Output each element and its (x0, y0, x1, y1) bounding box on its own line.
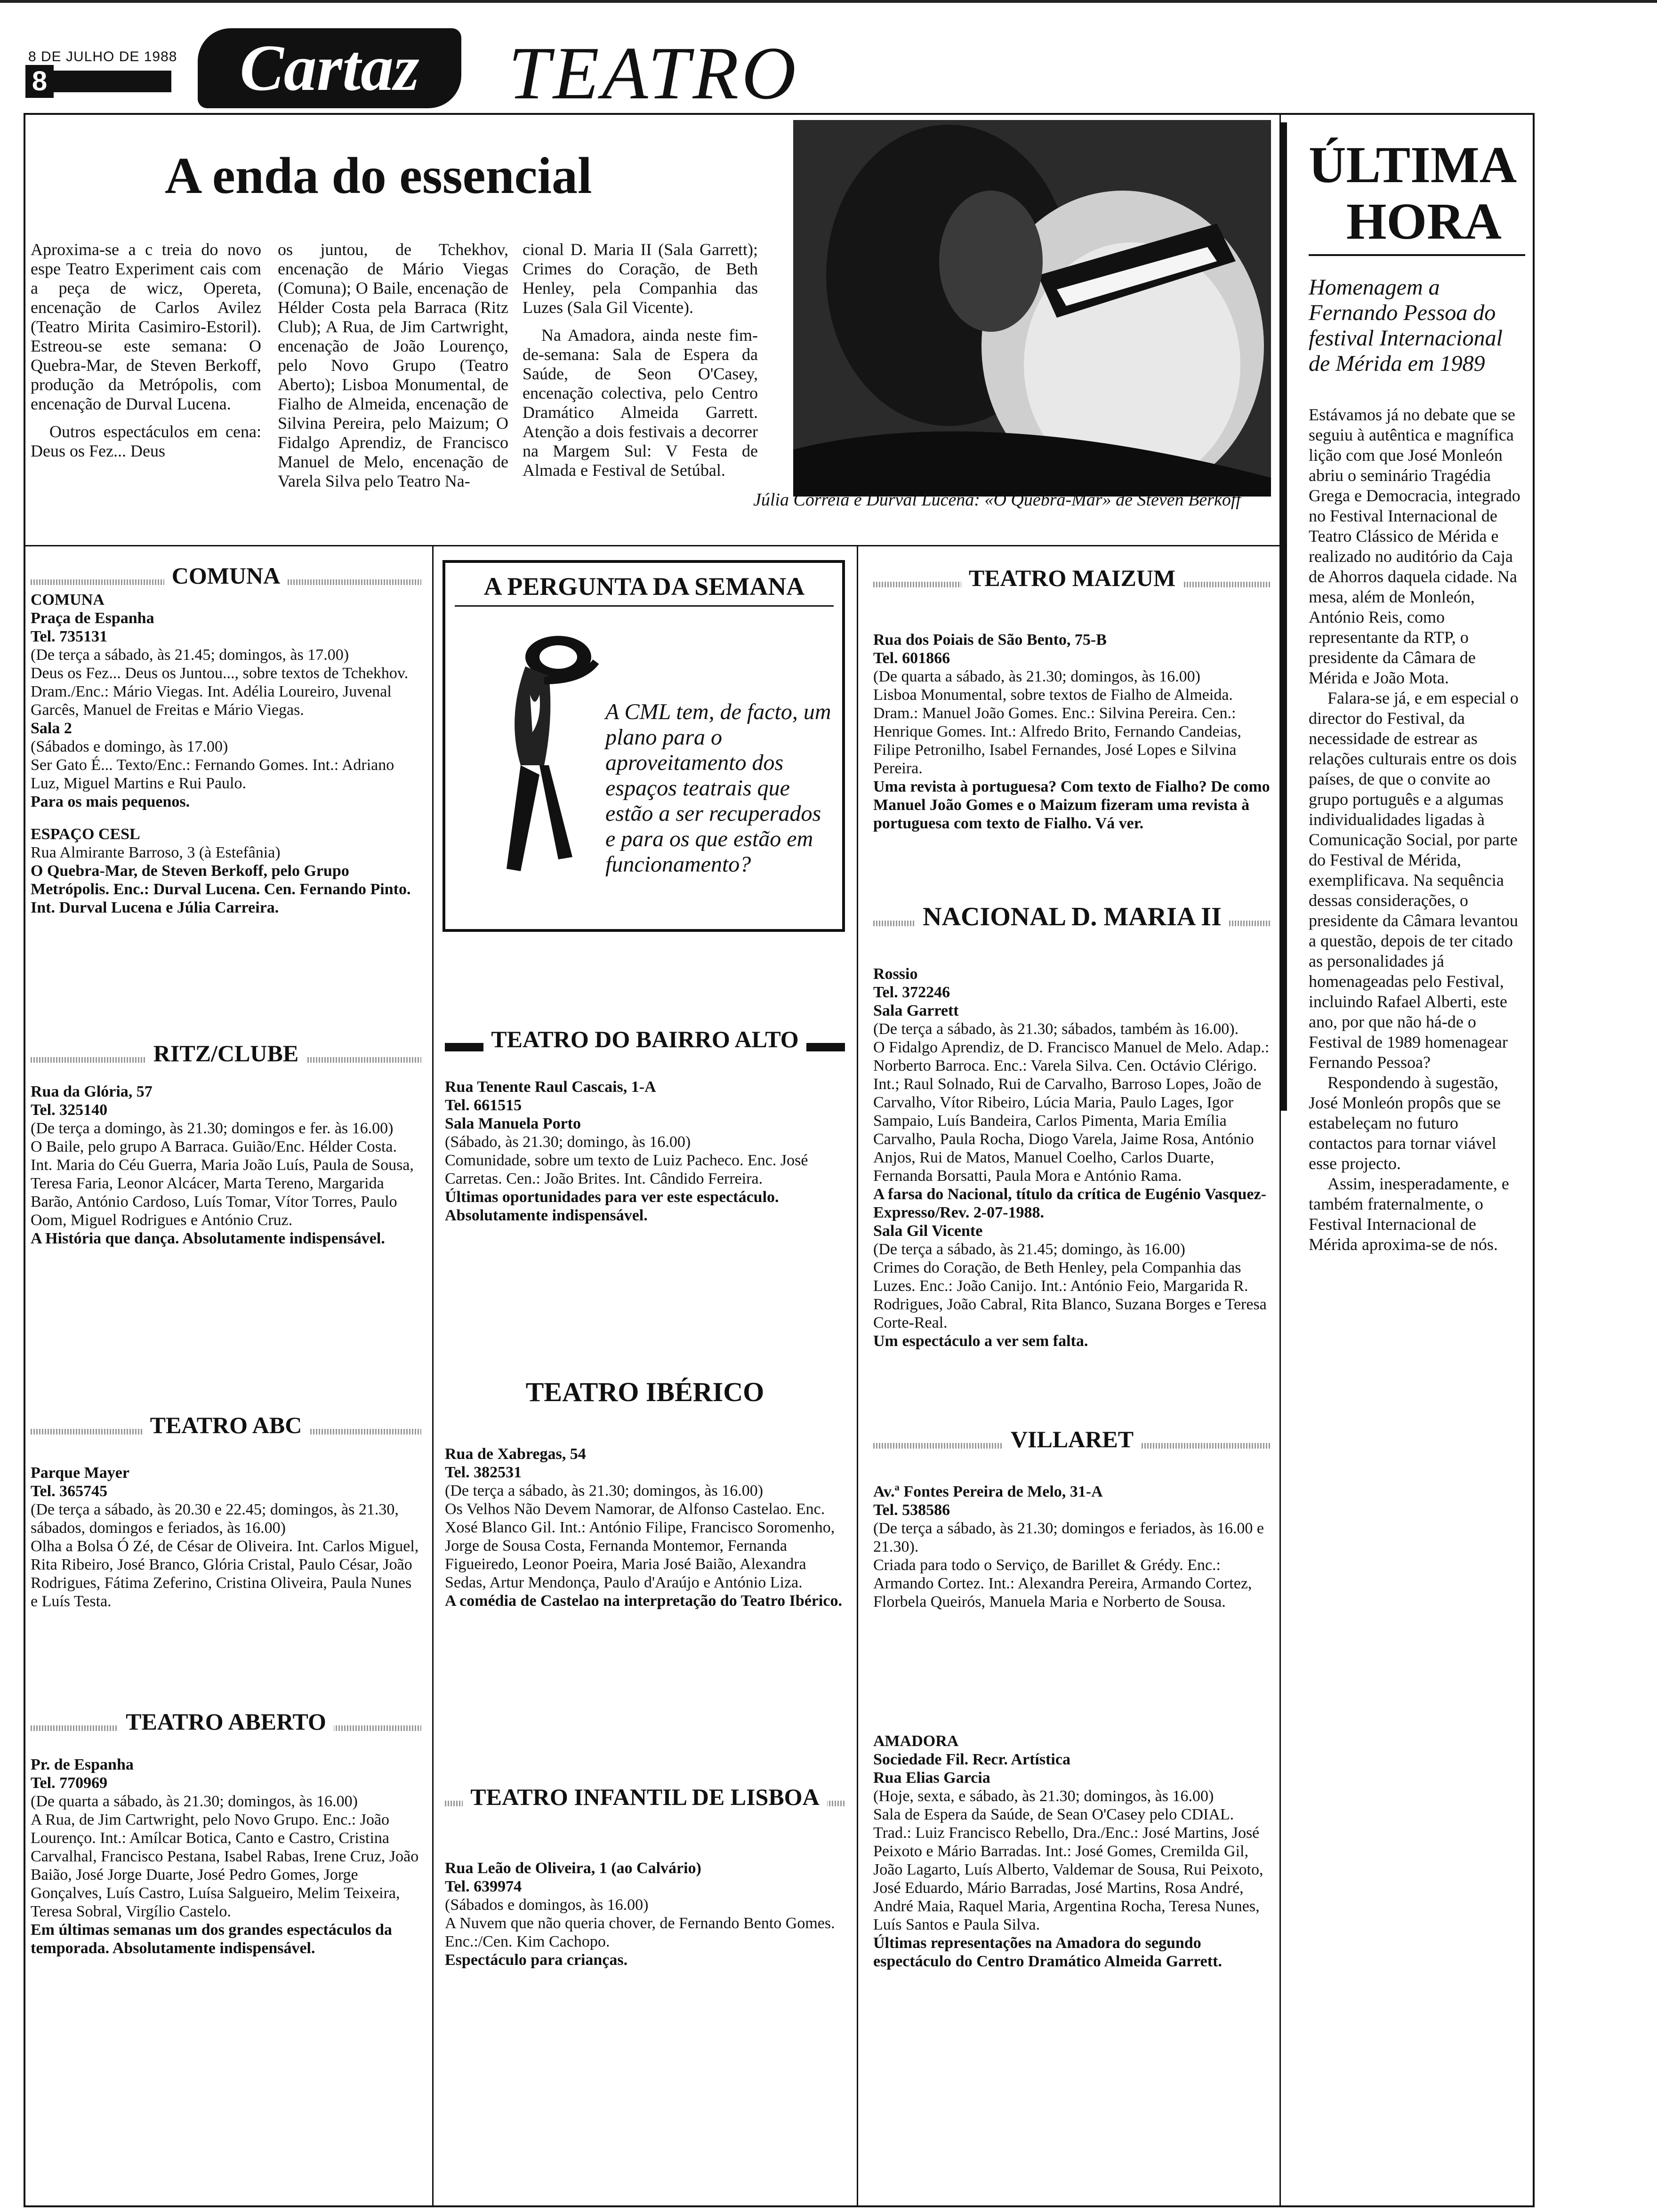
pergunta-rule (455, 605, 834, 607)
listing-line: Sala Garrett (873, 1002, 959, 1019)
listing-amadora (873, 1732, 1271, 1971)
listing-line: A História que dança. Absolutamente indispensável. (31, 1230, 385, 1247)
headline: A enda do essencial (165, 147, 592, 204)
ultima-hora-column (1280, 122, 1530, 1254)
listing-maizum (873, 565, 1271, 833)
banner-title: COMUNA (164, 562, 288, 589)
ultima-rule (1309, 254, 1525, 256)
listing-line: Tel. 382531 (445, 1464, 522, 1481)
intro-paragraph: Na Amadora, ainda neste fim-de-semana: Sala de Espera da Saúde, de Seon O'Casey, encenação colectiva, pelo Centro Dramático Almeida Garrett. Atenção a dois festivais a decorrer na Margem Sul: V Festa de Almada e Festival de Setúbal. (523, 326, 758, 480)
top-rule (0, 0, 1657, 3)
intro-paragraph: Aproxima-se a c treia do novo espe Teatro Experiment cais com a peça de wicz, Opereta, encenação de Carlos Avilez (Teatro Mirita Casimiro-Estoril). Estreou-se este semana: O Quebra-Mar, de Steven Berkoff, produção da Metrópolis, com encenação de Durval Lucena. (31, 240, 261, 413)
listing-line: O Baile, pelo grupo A Barraca. Guião/Enc. Hélder Costa. Int. Maria do Céu Guerra, Maria João Luís, Paula de Sousa, Teresa Faria, Leonor Alcácer, Marta Tereno, Margarida Barão, António Cardoso, Luís Tomar, Vítor Torres, Paulo Oom, Miguel Rodrigues e António Cruz. (31, 1138, 414, 1229)
ultima-paragraph: Estávamos já no debate que se seguiu à autêntica e magnífica lição com que José Monleón abriu o seminário Tragédia Grega e Democracia, integrado no Festival Internacional de Teatro Clássico de Mérida e realizado no auditório da Caja de Ahorros daquela cidade. Na mesa, além de Monleón, António Reis, como representante da RTP, o presidente da Câmara de Mérida e João Mota. (1309, 405, 1520, 687)
listing-line: Tel. 639974 (445, 1878, 522, 1895)
listing-iberico (445, 1379, 845, 1610)
listing-line: Sala Gil Vicente (873, 1222, 983, 1240)
banner-title: TEATRO INFANTIL DE LISBOA (463, 1784, 827, 1810)
listing-line: COMUNA (31, 591, 105, 609)
listing-line: O Quebra-Mar, de Steven Berkoff, pelo Grupo Metrópolis. Enc.: Durval Lucena. Cen. Fernando Pinto. Int. Durval Lucena e Júlia Carreira. (31, 862, 411, 916)
listing-ritz (31, 1040, 421, 1248)
listing-line: (De terça a sábado, às 21.30; sábados, também às 16.00). (873, 1020, 1239, 1038)
listing-line: AMADORA (873, 1732, 959, 1750)
banner-title: NACIONAL D. MARIA II (915, 902, 1229, 931)
listing-line: Criada para todo o Serviço, de Barillet & Grédy. Enc.: Armando Cortez. Int.: Alexandra Pereira, Armando Cortez, Florbela Queirós, Manuela Maria e Norberto de Sousa. (873, 1556, 1252, 1611)
listing-line: Tel. 372246 (873, 984, 950, 1001)
intro-column-2 (278, 240, 508, 491)
cartaz-logo: Cartaz (198, 28, 461, 108)
listing-line: Rossio (873, 965, 918, 983)
listing-line: A Rua, de Jim Cartwright, pelo Novo Grupo. Enc.: João Lourenço. Int.: Amílcar Botica, Canto e Castro, Cristina Carvalhal, Francisco Pestana, Isabel Rabas, Irene Cruz, João Baião, José Jorge Duarte, José Pedro Gomes, Jorge Gonçalves, Luís Castro, Luísa Salgueiro, Melim Teixeira, Teresa Sobral, Virgílio Castelo. (31, 1811, 419, 1920)
section-title: TEATRO (508, 31, 799, 115)
listing-line: Últimas oportunidades para ver este espectáculo. Absolutamente indispensável. (445, 1188, 779, 1224)
intro-paragraph: os juntou, de Tchekhov, encenação de Mário Viegas (Comuna); O Baile, encenação de Hélder Costa pela Barraca (Ritz Club); A Rua, de Jim Cartwright, encenação de João Lourenço, pelo Novo Grupo (Teatro Aberto); Lisboa Monumental, de Fialho de Almeida, encenação de Silvina Pereira, pelo Maizum; O Fidalgo Aprendiz, de Francisco Manuel de Melo, encenação de Varela Silva pelo Teatro Na- (278, 240, 508, 490)
section-banner (31, 1412, 421, 1440)
listing-line: Tel. 770969 (31, 1774, 108, 1792)
listing-line: Últimas representações na Amadora do segundo espectáculo do Centro Dramático Almeida Garrett. (873, 1934, 1222, 1970)
intro-paragraph: cional D. Maria II (Sala Garrett); Crimes do Coração, de Beth Henley, pela Companhia das Luzes (Sala Gil Vicente). (523, 240, 758, 317)
listing-line: Pr. de Espanha (31, 1756, 134, 1773)
banner-title: TEATRO ABERTO (118, 1708, 334, 1735)
listing-line: ESPAÇO CESL (31, 825, 140, 843)
banner-title: TEATRO MAIZUM (961, 565, 1183, 591)
listing-line: Ser Gato É... Texto/Enc.: Fernando Gomes. Int.: Adriano Luz, Miguel Martins e Rui Paulo. (31, 756, 394, 792)
listing-line: Rua Elias Garcia (873, 1769, 990, 1787)
listing-line: (De terça a sábado, às 20.30 e 22.45; domingos, às 21.30, sábados, domingos e feriados, às 16.00) (31, 1501, 399, 1537)
listing-line: A comédia de Castelao na interpretação do Teatro Ibérico. (445, 1592, 842, 1610)
listing-line: Crimes do Coração, de Beth Henley, pela Companhia das Luzes. Enc.: João Canijo. Int.: António Feio, Margarida R. Rodrigues, João Cabral, Rita Blanco, Suzana Borges e Teresa Corte-Real. (873, 1259, 1267, 1331)
listing-line: (Sábados e domingo, às 17.00) (31, 738, 228, 755)
listing-line: Comunidade, sobre um texto de Luiz Pacheco. Enc. José Carretas. Cen.: João Brites. Int. Cândido Ferreira. (445, 1152, 808, 1187)
listing-comuna (31, 562, 421, 917)
listing-line: A Nuvem que não queria chover, de Fernando Bento Gomes. Enc.:/Cen. Kim Cachopo. (445, 1915, 835, 1950)
section-banner (31, 1708, 421, 1737)
top-divider (24, 545, 1280, 546)
listing-line: Tel. 735131 (31, 628, 108, 645)
listing-line: Rua da Glória, 57 (31, 1083, 153, 1100)
listing-line: Av.ª Fontes Pereira de Melo, 31-A (873, 1483, 1103, 1500)
listing-line: Praça de Espanha (31, 609, 154, 627)
section-banner (445, 1379, 845, 1407)
listing-line: Rua Tenente Raul Cascais, 1-A (445, 1078, 656, 1096)
listing-line: (Sábado, às 21.30; domingo, às 16.00) (445, 1133, 691, 1151)
col-divider-1 (432, 545, 434, 2206)
listing-line: (De quarta a sábado, às 21.30; domingos, às 16.00) (31, 1793, 358, 1810)
listing-line: Deus os Fez... Deus os Juntou..., sobre textos de Tchekhov. Dram./Enc.: Mário Viegas. Int. Adélia Loureiro, Juvenal Garcês, Manuel de Freitas e Mário Viegas. (31, 665, 409, 719)
ultima-title: ÚLTIMA (1309, 136, 1517, 193)
banner-title: TEATRO DO BAIRRO ALTO (483, 1026, 806, 1052)
listing-line: Rua de Xabregas, 54 (445, 1445, 586, 1463)
listing-line: Rua dos Poiais de São Bento, 75-B (873, 631, 1107, 649)
listing-line: Sociedade Fil. Recr. Artística (873, 1751, 1070, 1768)
listing-line: Tel. 365745 (31, 1483, 108, 1500)
ultima-paragraph: Falara-se já, e em especial o director do Festival, da necessidade de estrear as relações culturais entre os dois países, de que o convite ao grupo português e a algumas individualidades ligadas à Comunicação Social, por parte do Festival de Mérida, exemplificava. Na sequência dessas considerações, o presidente da Câmara levantou a questão, depois de ter citado as personalidades já homenageadas pelo Festival, incluindo Rafael Alberti, este ano, por que não há-de o Festival de 1989 homenagear Fernando Pessoa? (1309, 689, 1519, 1072)
dancer-illustration (488, 624, 605, 888)
listing-nacional (873, 904, 1271, 1350)
listing-line: O Fidalgo Aprendiz, de D. Francisco Manuel de Melo. Adap.: Norberto Barroca. Enc.: Varela Silva. Cen. Octávio Clérigo. Int.; Raul Solnado, Rui de Carvalho, Barroso Lopes, João de Carvalho, Vítor Ribeiro, Lúcia Maria, Paulo Lages, Igor Sampaio, Luís Bandeira, Carlos Pimenta, Maria Emília Carvalho, Paula Rocha, Diogo Varela, Jaime Rosa, António Anjos, Rui de Matos, Manuel Coelho, Carlos Duarte, Fernanda Borsatti, Paula Mora e António Rama. (873, 1039, 1270, 1185)
intro-column-1 (31, 240, 261, 461)
listing-line: Sala 2 (31, 720, 72, 737)
intro-paragraph: Outros espectáculos em cena: Deus os Fez... Deus (31, 422, 261, 460)
listing-infantil (445, 1784, 845, 1969)
photo-illustration (793, 120, 1271, 497)
banner-title: TEATRO ABC (143, 1412, 310, 1438)
listing-line: (De terça a sábado, às 21.45; domingo, às 16.00) (873, 1241, 1185, 1258)
listing-line: (De terça a domingo, às 21.30; domingos e fer. às 16.00) (31, 1120, 394, 1137)
section-banner (445, 1026, 845, 1054)
ultima-paragraph: Assim, inesperadamente, e também fraternalmente, o Festival Internacional de Mérida aproxima-se de nós. (1309, 1174, 1509, 1254)
page-number: 8 (25, 65, 54, 98)
listing-bairro-alto (445, 1026, 845, 1225)
masthead-bar (54, 71, 171, 92)
listing-line: (De terça a sábado, às 21.30; domingos, às 16.00) (445, 1482, 764, 1499)
banner-title: TEATRO IBÉRICO (518, 1377, 772, 1407)
banner-title: VILLARET (1003, 1426, 1141, 1452)
photo-caption: Júlia Correia e Durval Lucena: «O Quebra-Mar» de Steven Berkoff (753, 490, 1241, 510)
listing-line: Um espectáculo a ver sem falta. (873, 1332, 1088, 1350)
listing-line: Olha a Bolsa Ó Zé, de César de Oliveira. Int. Carlos Miguel, Rita Ribeiro, José Branco, Glória Cristal, Paulo César, João Rodrigues, Fátima Zeferino, Cristina Oliveira, Paula Nunes e Luís Testa. (31, 1538, 419, 1610)
listing-abc (31, 1412, 421, 1611)
pergunta-text: A CML tem, de facto, um plano para o aproveitamento dos espaços teatrais que estão a ser recuperados e para os que estão em funcionamento? (605, 699, 831, 877)
listing-line: Rua Leão de Oliveira, 1 (ao Calvário) (445, 1859, 701, 1877)
listing-villaret (873, 1426, 1271, 1611)
listing-line: Tel. 661515 (445, 1097, 522, 1114)
col-divider-2 (857, 545, 858, 2206)
section-banner (873, 565, 1271, 593)
ultima-paragraph: Respondendo à sugestão, José Monleón propôs que se estabeleçam no futuro contactos para tornar viável esse projecto. (1309, 1073, 1501, 1173)
section-banner (31, 562, 421, 591)
section-banner (31, 1040, 421, 1068)
listing-line: Para os mais pequenos. (31, 793, 190, 810)
ultima-subtitle: Homenagem a Fernando Pessoa do festival Internacional de Mérida em 1989 (1309, 275, 1503, 376)
pergunta-title: A PERGUNTA DA SEMANA (483, 572, 805, 601)
theatre-photo (793, 120, 1271, 497)
listing-line: Tel. 325140 (31, 1101, 108, 1119)
listing-line: Uma revista à portuguesa? Com texto de Fialho? De como Manuel João Gomes e o Maizum fizeram uma revista à portuguesa com texto de Fialho. Vá ver. (873, 778, 1270, 832)
listing-line: (De terça a sábado, às 21.45; domingos, às 17.00) (31, 646, 349, 664)
listing-line: Espectáculo para crianças. (445, 1951, 628, 1969)
listing-line: A farsa do Nacional, título da crítica de Eugénio Vasquez-Expresso/Rev. 2-07-1988. (873, 1186, 1266, 1221)
listing-line: Sala Manuela Porto (445, 1115, 581, 1132)
listing-line: Rua Almirante Barroso, 3 (à Estefânia) (31, 844, 281, 861)
intro-column-3 (523, 240, 758, 480)
listing-line: Tel. 601866 (873, 649, 950, 667)
pergunta-box (442, 560, 845, 932)
listing-line: Lisboa Monumental, sobre textos de Fialho de Almeida. Dram.: Manuel João Gomes. Enc.: Silvina Pereira. Cen.: Henrique Gomes. Int.: Alfredo Brito, Fernando Candeias, Filipe Petronilho, Isabel Fernandes, José Lopes e Silvina Pereira. (873, 686, 1241, 777)
listing-line: (De terça a sábado, às 21.30; domingos e feriados, às 16.00 e 21.30). (873, 1520, 1264, 1555)
ultima-title-2: HORA (1346, 192, 1502, 250)
banner-title: RITZ/CLUBE (146, 1040, 306, 1066)
ultima-sidebar-bar (1280, 122, 1287, 1111)
listing-line: Sala de Espera da Saúde, de Sean O'Casey pelo CDIAL. Trad.: Luiz Francisco Rebello, Dra./Enc.: José Martins, José Peixoto e Mário Barradas. Int.: José Gomes, Cremilda Gil, João Lagarto, Luís Alberto, Valdemar de Sousa, Rui Peixoto, José Eduardo, Mário Barradas, José Martins, Rosa André, André Maia, Raquel Maria, Argentina Rocha, Teresa Nunes, Luís Santos e Paula Silva. (873, 1806, 1263, 1933)
listing-line: (Sábados e domingos, às 16.00) (445, 1896, 649, 1914)
listing-line: Em últimas semanas um dos grandes espectáculos da temporada. Absolutamente indispensável. (31, 1921, 392, 1957)
issue-date: 8 DE JULHO DE 1988 (28, 49, 177, 64)
listing-line: Parque Mayer (31, 1464, 129, 1482)
section-banner (873, 1426, 1271, 1454)
listing-line: (De quarta a sábado, às 21.30; domingos, às 16.00) (873, 668, 1200, 685)
listing-line: (Hoje, sexta, e sábado, às 21.30; domingos, às 16.00) (873, 1787, 1214, 1805)
section-banner (445, 1784, 845, 1812)
section-banner (873, 904, 1271, 932)
listing-line: Os Velhos Não Devem Namorar, de Alfonso Castelao. Enc. Xosé Blanco Gil. Int.: António Filipe, Francisco Soromenho, Jorge de Sousa Costa, Fernanda Montemor, Fernanda Figueiredo, Leonor Poeira, Maria José Baião, Alexandra Sedas, Artur Mendonça, Paulo d'Araújo e António Liza. (445, 1500, 835, 1591)
listing-line: Tel. 538586 (873, 1501, 950, 1519)
listing-aberto (31, 1708, 421, 1957)
